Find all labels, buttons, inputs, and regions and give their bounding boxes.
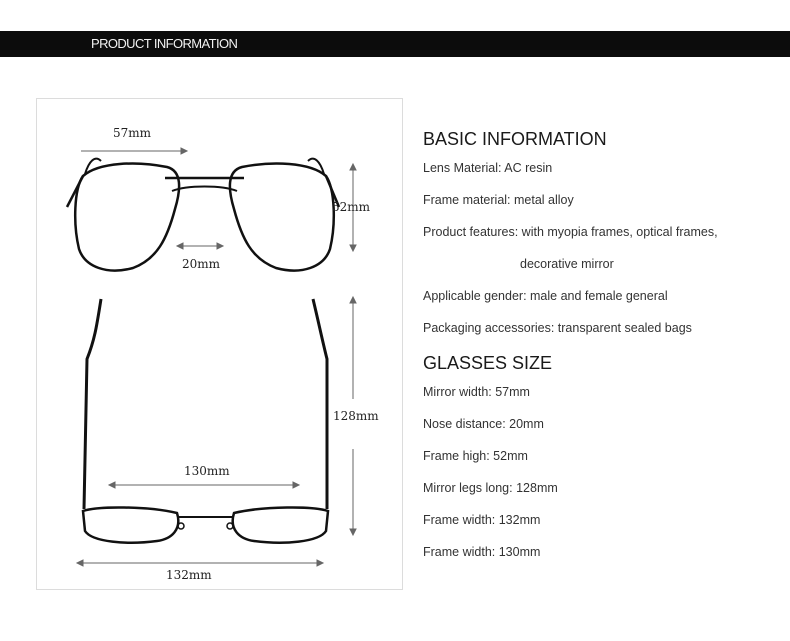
product-features-cont: decorative mirror: [520, 257, 614, 271]
product-image-panel: [36, 98, 403, 590]
applicable-gender: Applicable gender: male and female general: [423, 289, 668, 303]
dimension-lines: [77, 148, 356, 566]
label-nose-distance: 20mm: [182, 257, 221, 271]
size-row: Mirror width: 57mm: [423, 385, 530, 399]
label-frame-high: 52mm: [332, 200, 371, 214]
product-features: Product features: with myopia frames, optical frames,: [423, 225, 718, 239]
label-legs-long: 128mm: [333, 409, 379, 423]
basic-info-title: BASIC INFORMATION: [423, 129, 607, 149]
packaging-accessories: Packaging accessories: transparent sealed bags: [423, 321, 692, 335]
glasses-illustration: [37, 99, 402, 589]
size-row: Frame width: 132mm: [423, 513, 541, 527]
header-title: PRODUCT INFORMATION: [91, 36, 238, 51]
label-mirror-width: 57mm: [113, 126, 152, 140]
glasses-front-view: [67, 159, 339, 271]
lens-material: Lens Material: AC resin: [423, 161, 553, 175]
frame-material: Frame material: metal alloy: [423, 193, 574, 207]
label-inner-width: 130mm: [184, 464, 230, 478]
size-row: Nose distance: 20mm: [423, 417, 544, 431]
size-row: Frame width: 130mm: [423, 545, 541, 559]
glasses-top-view: [83, 299, 328, 543]
size-row: Mirror legs long: 128mm: [423, 481, 558, 495]
label-frame-width: 132mm: [166, 568, 212, 582]
size-row: Frame high: 52mm: [423, 449, 528, 463]
glasses-size-title: GLASSES SIZE: [423, 353, 553, 373]
header-bar: [0, 31, 790, 57]
